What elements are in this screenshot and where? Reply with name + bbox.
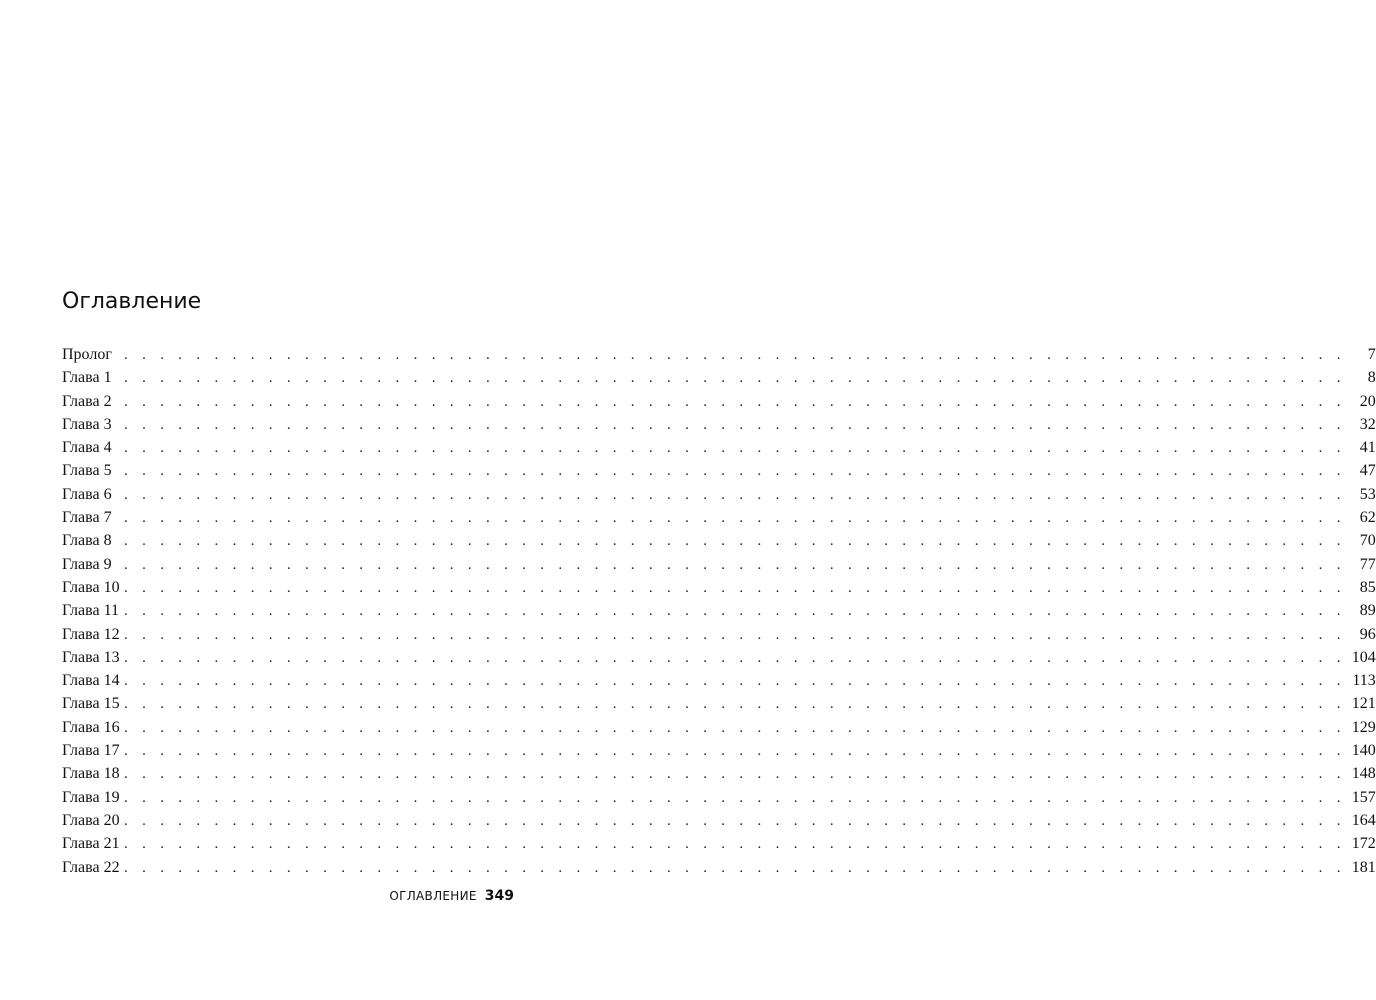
toc-entry-label: Глава 18 (62, 765, 120, 783)
dot-leader: . . . . . . . . . . . . . . . . . . . . . . . . . . . . . . . . . . . . . . . . . . . . . . . . . . . . . . . . . . . . . . . . . . . . (124, 370, 1346, 387)
toc-entry-page: 62 (1359, 509, 1376, 527)
toc-heading: Оглавление (62, 289, 202, 314)
toc-entry-label: Глава 13 (62, 648, 120, 666)
dot-leader: . . . . . . . . . . . . . . . . . . . . . . . . . . . . . . . . . . . . . . . . . . . . . . . . . . . . . . . . . . . . . . . . . . . . (124, 463, 1346, 480)
dot-leader: . . . . . . . . . . . . . . . . . . . . . . . . . . . . . . . . . . . . . . . . . . . . . . . . . . . . . . . . . . . . . . . . . . . . (124, 393, 1346, 410)
toc-entry-chapter-7[interactable] (62, 506, 1376, 529)
toc-entry-page: 77 (1359, 555, 1376, 573)
dot-leader: . . . . . . . . . . . . . . . . . . . . . . . . . . . . . . . . . . . . . . . . . . . . . . . . . . . . . . . . . . . . . . . . . . . . (124, 743, 1346, 760)
toc-entry-label: Пролог (62, 346, 112, 363)
dot-leader: . . . . . . . . . . . . . . . . . . . . . . . . . . . . . . . . . . . . . . . . . . . . . . . . . . . . . . . . . . . . . . . . . . . . (124, 836, 1346, 853)
toc-entry-label: Глава 8 (62, 532, 112, 550)
toc-entry-page: 164 (1351, 811, 1376, 829)
toc-entry-label: Глава 19 (62, 788, 120, 806)
toc-entry-chapter-15[interactable] (62, 692, 1376, 715)
toc-entry-label: Глава 22 (62, 858, 120, 876)
toc-entry-label: Глава 21 (62, 835, 120, 853)
toc-entry-page: 148 (1351, 765, 1376, 783)
toc-entry-label: Глава 4 (62, 439, 112, 457)
toc-entry-label: Глава 17 (62, 742, 120, 760)
toc-entry-label: Глава 5 (62, 462, 112, 480)
toc-entry-page: 7 (1367, 346, 1376, 363)
toc-list (62, 343, 1376, 879)
toc-entry-label: Глава 3 (62, 415, 112, 433)
dot-leader: . . . . . . . . . . . . . . . . . . . . . . . . . . . . . . . . . . . . . . . . . . . . . . . . . . . . . . . . . . . . . . . . . . . . (124, 649, 1346, 666)
toc-entry-page: 47 (1359, 462, 1376, 480)
toc-entry-chapter-17[interactable] (62, 739, 1376, 762)
footer-page-number: 349 (484, 888, 514, 904)
toc-entry-page: 96 (1359, 625, 1376, 643)
toc-entry-label: Глава 16 (62, 718, 120, 736)
toc-entry-page: 32 (1359, 415, 1376, 433)
toc-entry-prologue[interactable] (62, 343, 1376, 366)
toc-entry-chapter-12[interactable] (62, 623, 1376, 646)
toc-entry-page: 181 (1351, 858, 1376, 876)
dot-leader: . . . . . . . . . . . . . . . . . . . . . . . . . . . . . . . . . . . . . . . . . . . . . . . . . . . . . . . . . . . . . . . . . . . . (124, 789, 1346, 806)
running-footer (389, 888, 514, 904)
toc-entry-chapter-11[interactable] (62, 599, 1376, 622)
toc-entry-page: 8 (1367, 369, 1376, 387)
dot-leader: . . . . . . . . . . . . . . . . . . . . . . . . . . . . . . . . . . . . . . . . . . . . . . . . . . . . . . . . . . . . . . . . . . . . (124, 533, 1346, 550)
toc-entry-label: Глава 15 (62, 695, 120, 713)
dot-leader: . . . . . . . . . . . . . . . . . . . . . . . . . . . . . . . . . . . . . . . . . . . . . . . . . . . . . . . . . . . . . . . . . . . . (124, 696, 1346, 713)
toc-entry-chapter-13[interactable] (62, 646, 1376, 669)
dot-leader: . . . . . . . . . . . . . . . . . . . . . . . . . . . . . . . . . . . . . . . . . . . . . . . . . . . . . . . . . . . . . . . . . . . . (124, 603, 1346, 620)
toc-entry-chapter-20[interactable] (62, 809, 1376, 832)
toc-entry-chapter-22[interactable] (62, 856, 1376, 879)
dot-leader: . . . . . . . . . . . . . . . . . . . . . . . . . . . . . . . . . . . . . . . . . . . . . . . . . . . . . . . . . . . . . . . . . . . . (124, 766, 1346, 783)
dot-leader: . . . . . . . . . . . . . . . . . . . . . . . . . . . . . . . . . . . . . . . . . . . . . . . . . . . . . . . . . . . . . . . . . . . . (124, 719, 1346, 736)
toc-entry-page: 104 (1351, 648, 1376, 666)
toc-entry-page: 172 (1351, 835, 1376, 853)
toc-entry-page: 41 (1359, 439, 1376, 457)
toc-entry-label: Глава 20 (62, 811, 120, 829)
toc-entry-page: 85 (1359, 578, 1376, 596)
toc-entry-label: Глава 10 (62, 578, 120, 596)
toc-entry-chapter-21[interactable] (62, 832, 1376, 855)
toc-entry-chapter-6[interactable] (62, 483, 1376, 506)
toc-entry-label: Глава 9 (62, 555, 112, 573)
toc-entry-label: Глава 14 (62, 672, 120, 690)
dot-leader: . . . . . . . . . . . . . . . . . . . . . . . . . . . . . . . . . . . . . . . . . . . . . . . . . . . . . . . . . . . . . . . . . . . . (124, 812, 1346, 829)
toc-entry-chapter-10[interactable] (62, 576, 1376, 599)
toc-entry-chapter-3[interactable] (62, 413, 1376, 436)
toc-entry-page: 70 (1359, 532, 1376, 550)
footer-section-title: ОГЛАВЛЕНИЕ (389, 889, 477, 903)
dot-leader: . . . . . . . . . . . . . . . . . . . . . . . . . . . . . . . . . . . . . . . . . . . . . . . . . . . . . . . . . . . . . . . . . . . . (124, 579, 1346, 596)
dot-leader: . . . . . . . . . . . . . . . . . . . . . . . . . . . . . . . . . . . . . . . . . . . . . . . . . . . . . . . . . . . . . . . . . . . . (124, 859, 1346, 876)
toc-entry-chapter-2[interactable] (62, 390, 1376, 413)
toc-entry-page: 140 (1351, 742, 1376, 760)
toc-entry-label: Глава 6 (62, 485, 112, 503)
dot-leader: . . . . . . . . . . . . . . . . . . . . . . . . . . . . . . . . . . . . . . . . . . . . . . . . . . . . . . . . . . . . . . . . . . . . (124, 486, 1346, 503)
toc-entry-chapter-18[interactable] (62, 762, 1376, 785)
toc-entry-page: 157 (1351, 788, 1376, 806)
toc-entry-chapter-4[interactable] (62, 436, 1376, 459)
dot-leader: . . . . . . . . . . . . . . . . . . . . . . . . . . . . . . . . . . . . . . . . . . . . . . . . . . . . . . . . . . . . . . . . . . . . (124, 416, 1346, 433)
dot-leader: . . . . . . . . . . . . . . . . . . . . . . . . . . . . . . . . . . . . . . . . . . . . . . . . . . . . . . . . . . . . . . . . . . . . (124, 626, 1346, 643)
toc-entry-label: Глава 12 (62, 625, 120, 643)
dot-leader: . . . . . . . . . . . . . . . . . . . . . . . . . . . . . . . . . . . . . . . . . . . . . . . . . . . . . . . . . . . . . . . . . . . . (124, 440, 1346, 457)
toc-entry-chapter-9[interactable] (62, 553, 1376, 576)
dot-leader: . . . . . . . . . . . . . . . . . . . . . . . . . . . . . . . . . . . . . . . . . . . . . . . . . . . . . . . . . . . . . . . . . . . . (124, 673, 1346, 690)
toc-entry-page: 53 (1359, 485, 1376, 503)
toc-entry-label: Глава 7 (62, 509, 112, 527)
dot-leader: . . . . . . . . . . . . . . . . . . . . . . . . . . . . . . . . . . . . . . . . . . . . . . . . . . . . . . . . . . . . . . . . . . . . (124, 347, 1346, 363)
toc-entry-chapter-19[interactable] (62, 786, 1376, 809)
toc-entry-page: 121 (1351, 695, 1376, 713)
toc-entry-label: Глава 11 (62, 602, 119, 620)
toc-entry-page: 89 (1359, 602, 1376, 620)
toc-entry-chapter-5[interactable] (62, 459, 1376, 482)
toc-entry-chapter-14[interactable] (62, 669, 1376, 692)
toc-entry-page: 113 (1352, 672, 1376, 690)
toc-entry-page: 20 (1359, 392, 1376, 410)
dot-leader: . . . . . . . . . . . . . . . . . . . . . . . . . . . . . . . . . . . . . . . . . . . . . . . . . . . . . . . . . . . . . . . . . . . . (124, 510, 1346, 527)
toc-entry-chapter-1[interactable] (62, 366, 1376, 389)
toc-entry-chapter-8[interactable] (62, 529, 1376, 552)
toc-entry-label: Глава 2 (62, 392, 112, 410)
toc-entry-page: 129 (1351, 718, 1376, 736)
toc-entry-chapter-16[interactable] (62, 716, 1376, 739)
toc-entry-label: Глава 1 (62, 369, 112, 387)
dot-leader: . . . . . . . . . . . . . . . . . . . . . . . . . . . . . . . . . . . . . . . . . . . . . . . . . . . . . . . . . . . . . . . . . . . . (124, 556, 1346, 573)
